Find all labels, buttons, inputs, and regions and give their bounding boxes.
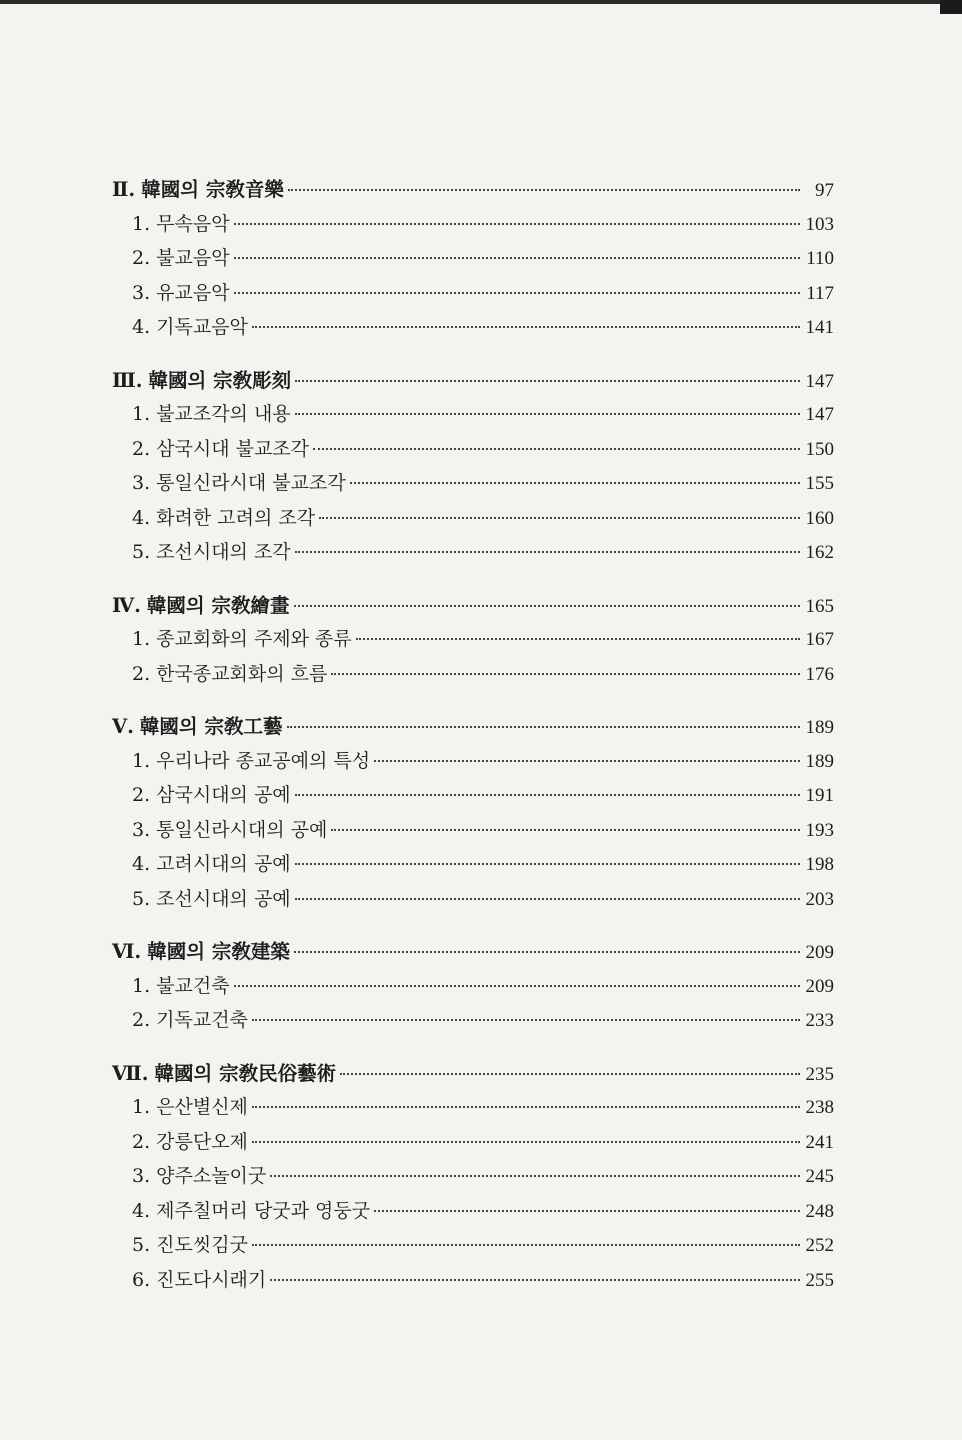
chapter-title: 韓國의 宗敎繪畫 [146,593,290,617]
entry-title: 강릉단오제 [156,1130,248,1153]
chapter-title: 韓國의 宗敎音樂 [141,178,284,201]
toc-entry [112,1230,834,1265]
entry-title: 우리나라 종교공예의 특성 [156,749,371,772]
entry-title: 종교회화의 주제와 종류 [156,628,352,650]
entry-number: 2. [132,1009,151,1031]
entry-number: 1. [132,212,151,235]
dot-leader [288,189,800,191]
chapter-title: 韓國의 宗敎彫刻 [148,368,292,392]
entry-number: 4. [132,1199,151,1222]
toc-chapter-heading [112,1058,834,1093]
entry-page-number: 103 [805,213,834,235]
dot-leader [295,413,800,415]
dot-leader [294,605,800,607]
toc-section [112,936,834,1040]
entry-page-number: 238 [805,1097,834,1118]
chapter-numeral: Ⅲ. [112,368,143,392]
entry-title: 진도다시래기 [156,1268,267,1291]
entry-title: 은산별신제 [156,1096,248,1118]
entry-number: 1. [132,974,151,997]
entry-title: 고려시대의 공예 [156,853,291,875]
toc-entry [112,849,834,884]
dot-leader [331,673,800,675]
entry-page-number: 141 [805,317,834,338]
entry-page-number: 233 [805,1010,834,1031]
entry-page-number: 248 [805,1200,834,1222]
toc-section [112,365,834,572]
chapter-title: 韓國의 宗敎建築 [147,940,290,963]
entry-title: 제주칠머리 당굿과 영둥굿 [156,1199,371,1222]
entry-page-number: 255 [805,1269,834,1291]
table-of-contents [112,174,834,1317]
entry-page-number: 245 [805,1166,834,1187]
entry-number: 3. [132,1165,151,1187]
entry-number: 1. [132,1096,151,1118]
toc-entry [112,278,834,313]
toc-section [112,174,834,347]
entry-number: 6. [132,1268,151,1291]
toc-section [112,711,834,918]
page-edge-mark [940,0,962,14]
entry-page-number: 241 [805,1131,834,1153]
toc-entry [112,746,834,781]
entry-page-number: 191 [805,785,834,806]
entry-number: 2. [132,662,151,685]
entry-page-number: 155 [805,473,834,494]
entry-title: 불교건축 [156,974,230,997]
dot-leader [295,794,800,796]
dot-leader [234,223,800,225]
toc-chapter-heading [112,590,834,625]
toc-entry [112,399,834,434]
toc-entry [112,1005,834,1040]
chapter-page-number: 209 [805,942,834,963]
dot-leader [252,326,800,328]
dot-leader [270,1175,800,1177]
entry-page-number: 167 [805,629,834,650]
dot-leader [234,985,800,987]
toc-entry [112,434,834,469]
toc-entry [112,1196,834,1231]
toc-entry [112,243,834,278]
entry-number: 1. [132,628,151,650]
chapter-page-number: 189 [805,717,834,738]
dot-leader [356,638,800,640]
entry-number: 4. [132,506,151,529]
dot-leader [295,898,800,900]
entry-number: 5. [132,1234,151,1256]
toc-entry [112,1265,834,1300]
toc-entry [112,1092,834,1127]
entry-title: 삼국시대 불교조각 [156,437,310,460]
chapter-numeral: Ⅵ. [112,940,142,963]
entry-page-number: 189 [805,750,834,772]
toc-chapter-heading [112,174,834,209]
toc-entry [112,659,834,694]
chapter-numeral: Ⅱ. [112,178,136,201]
entry-number: 4. [132,316,151,338]
entry-title: 통일신라시대의 공예 [156,818,328,841]
chapter-numeral: Ⅶ. [112,1061,149,1085]
entry-title: 삼국시대의 공예 [156,784,291,806]
toc-entry [112,503,834,538]
entry-number: 2. [132,1130,151,1153]
toc-entry [112,209,834,244]
entry-title: 무속음악 [156,212,230,235]
chapter-page-number: 97 [815,180,834,201]
dot-leader [350,482,800,484]
toc-entry [112,1161,834,1196]
dot-leader [295,380,800,382]
entry-title: 기독교건축 [156,1009,248,1031]
chapter-numeral: Ⅴ. [112,715,134,738]
entry-page-number: 203 [805,888,834,910]
dot-leader [234,292,800,294]
entry-number: 2. [132,247,151,269]
entry-title: 불교조각의 내용 [156,403,291,425]
entry-number: 3. [132,281,151,304]
toc-entry [112,537,834,572]
entry-title: 기독교음악 [156,316,248,338]
entry-page-number: 160 [805,507,834,529]
dot-leader [287,726,800,728]
entry-number: 1. [132,749,151,772]
dot-leader [252,1141,800,1143]
entry-page-number: 176 [805,663,834,685]
entry-page-number: 209 [805,975,834,997]
entry-number: 3. [132,818,151,841]
dot-leader [252,1244,800,1246]
entry-title: 유교음악 [156,281,230,304]
toc-entry [112,312,834,347]
dot-leader [270,1279,800,1281]
chapter-page-number: 165 [805,595,834,617]
entry-page-number: 198 [805,854,834,875]
entry-page-number: 150 [805,438,834,460]
toc-entry [112,468,834,503]
chapter-page-number: 235 [805,1063,834,1085]
entry-page-number: 117 [806,282,834,304]
toc-entry [112,624,834,659]
chapter-numeral: Ⅳ. [112,593,141,617]
entry-title: 조선시대의 조각 [156,541,291,563]
entry-page-number: 147 [805,404,834,425]
chapter-page-number: 147 [805,370,834,392]
entry-number: 5. [132,541,151,563]
entry-number: 5. [132,887,151,910]
toc-chapter-heading [112,711,834,746]
entry-number: 2. [132,437,151,460]
dot-leader [294,951,800,953]
toc-entry [112,884,834,919]
dot-leader [340,1073,800,1075]
dot-leader [295,551,800,553]
dot-leader [319,517,800,519]
dot-leader [252,1019,800,1021]
entry-title: 양주소놀이굿 [156,1165,267,1187]
entry-page-number: 110 [806,248,834,269]
entry-page-number: 193 [805,819,834,841]
dot-leader [234,257,800,259]
entry-title: 한국종교회화의 흐름 [156,662,328,685]
toc-chapter-heading [112,365,834,400]
entry-number: 1. [132,403,151,425]
toc-section [112,1058,834,1300]
entry-title: 진도씻김굿 [156,1234,248,1256]
toc-entry [112,1127,834,1162]
toc-entry [112,815,834,850]
entry-title: 화려한 고려의 조각 [156,506,316,529]
top-border-line [0,0,945,4]
toc-entry [112,780,834,815]
entry-title: 통일신라시대 불교조각 [156,472,346,494]
dot-leader [374,760,800,762]
chapter-title: 韓國의 宗敎工藝 [139,715,283,738]
entry-page-number: 162 [805,542,834,563]
entry-number: 3. [132,472,151,494]
entry-title: 불교음악 [156,247,230,269]
toc-section [112,590,834,694]
toc-chapter-heading [112,936,834,971]
chapter-title: 韓國의 宗敎民俗藝術 [154,1061,337,1085]
entry-title: 조선시대의 공예 [156,887,291,910]
dot-leader [295,863,800,865]
entry-page-number: 252 [805,1235,834,1256]
entry-number: 4. [132,853,151,875]
dot-leader [331,829,800,831]
dot-leader [374,1210,800,1212]
dot-leader [252,1106,800,1108]
dot-leader [313,448,800,450]
toc-entry [112,971,834,1006]
entry-number: 2. [132,784,151,806]
